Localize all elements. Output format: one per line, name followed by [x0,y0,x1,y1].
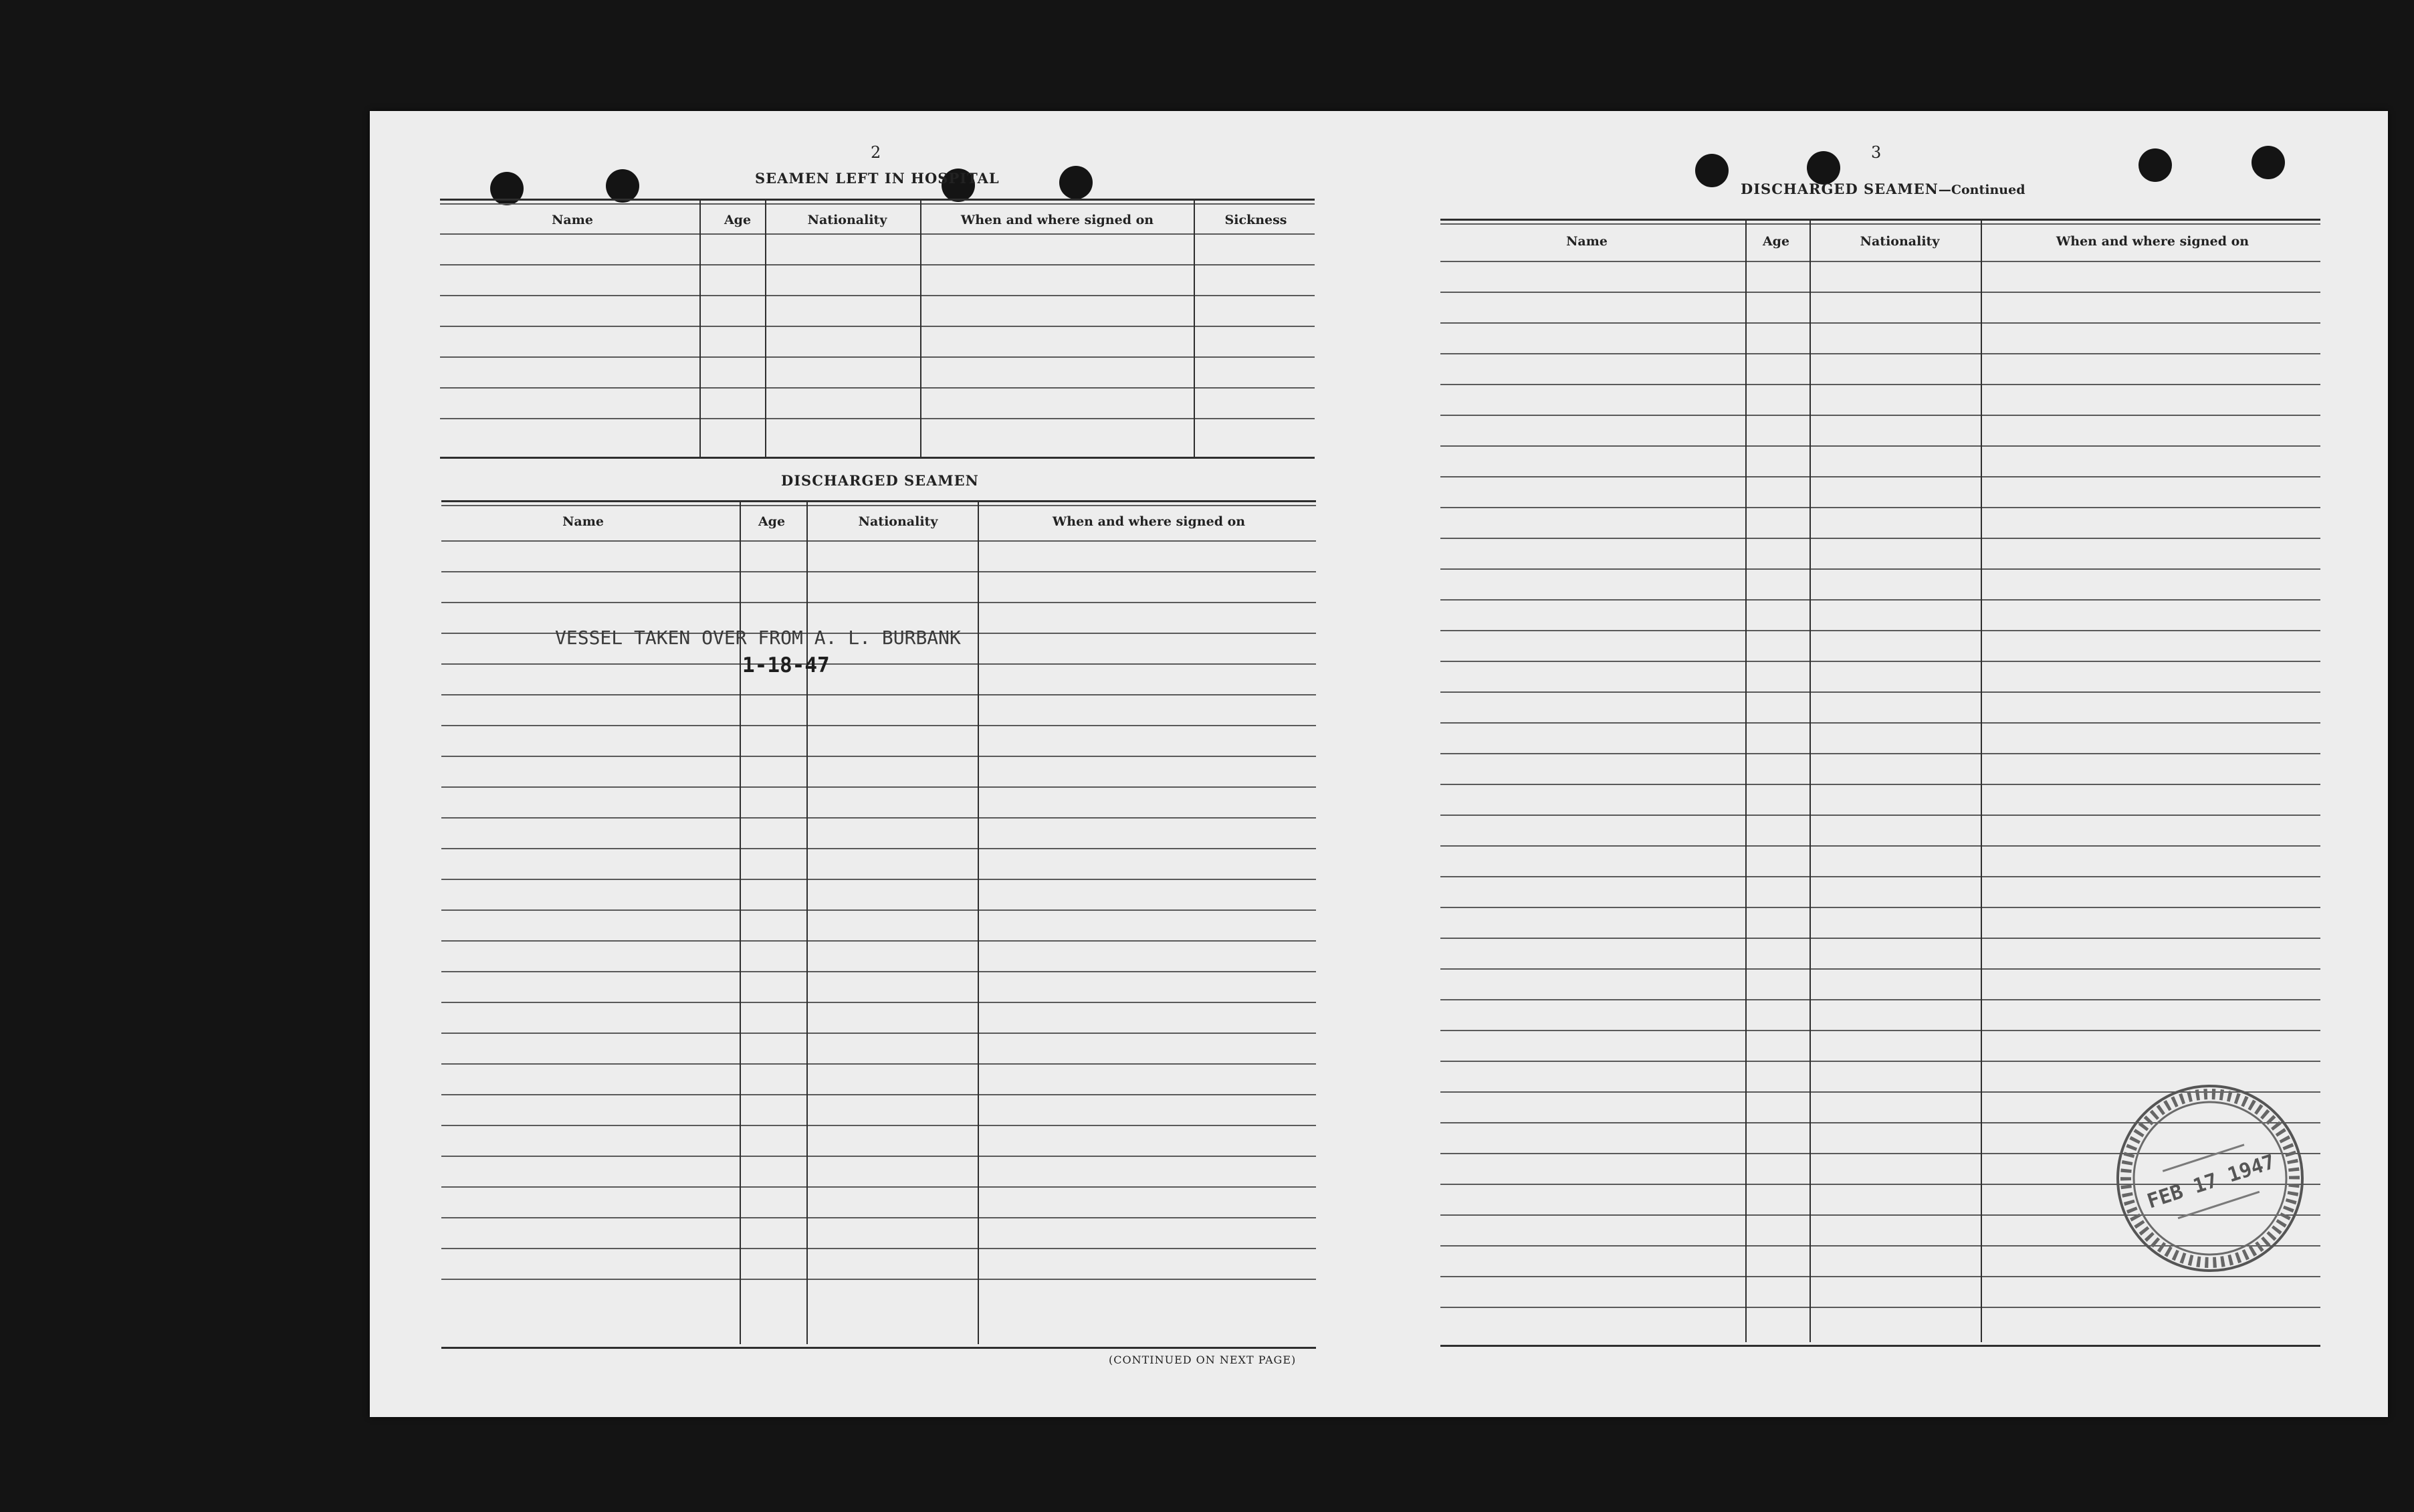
punch-hole [1695,154,1729,187]
typed-note-date: 1-18-47 [742,653,830,677]
discharged-section-title: DISCHARGED SEAMEN [781,472,979,489]
right-col-name: Name [1566,234,1608,249]
discharged-continued-title-main: DISCHARGED SEAMEN [1741,181,1939,197]
hospital-section-title: SEAMEN LEFT IN HOSPITAL [755,170,1000,187]
hospital-col-sickness: Sickness [1224,213,1287,227]
right-col-signed-on: When and where signed on [2056,234,2250,249]
hospital-table [440,199,1315,458]
hospital-col-name: Name [552,213,593,227]
punch-hole [1807,151,1840,185]
discharged-col-nationality: Nationality [858,514,938,529]
discharged-col-signed-on: When and where signed on [1052,514,1246,529]
punch-hole [1059,166,1093,199]
punch-hole [2252,146,2285,179]
typed-note-vessel: VESSEL TAKEN OVER FROM A. L. BURBANK [555,627,961,649]
discharged-col-name: Name [562,514,604,529]
punch-hole [2138,148,2172,182]
stamp-date: FEB 17 1947 [2144,1150,2278,1214]
page-number-left: 2 [871,143,881,162]
right-col-age: Age [1762,234,1790,249]
page-number-right: 3 [1871,143,1882,162]
hospital-col-nationality: Nationality [807,213,887,227]
continued-footer: (CONTINUED ON NEXT PAGE) [1109,1354,1297,1366]
right-col-nationality: Nationality [1860,234,1940,249]
hospital-col-signed-on: When and where signed on [960,213,1154,227]
discharged-col-age: Age [758,514,786,529]
punch-hole [606,169,639,203]
discharged-continued-title [1741,181,2025,197]
discharged-continued-suffix: —Continued [1938,183,2025,197]
hospital-col-age: Age [724,213,752,227]
